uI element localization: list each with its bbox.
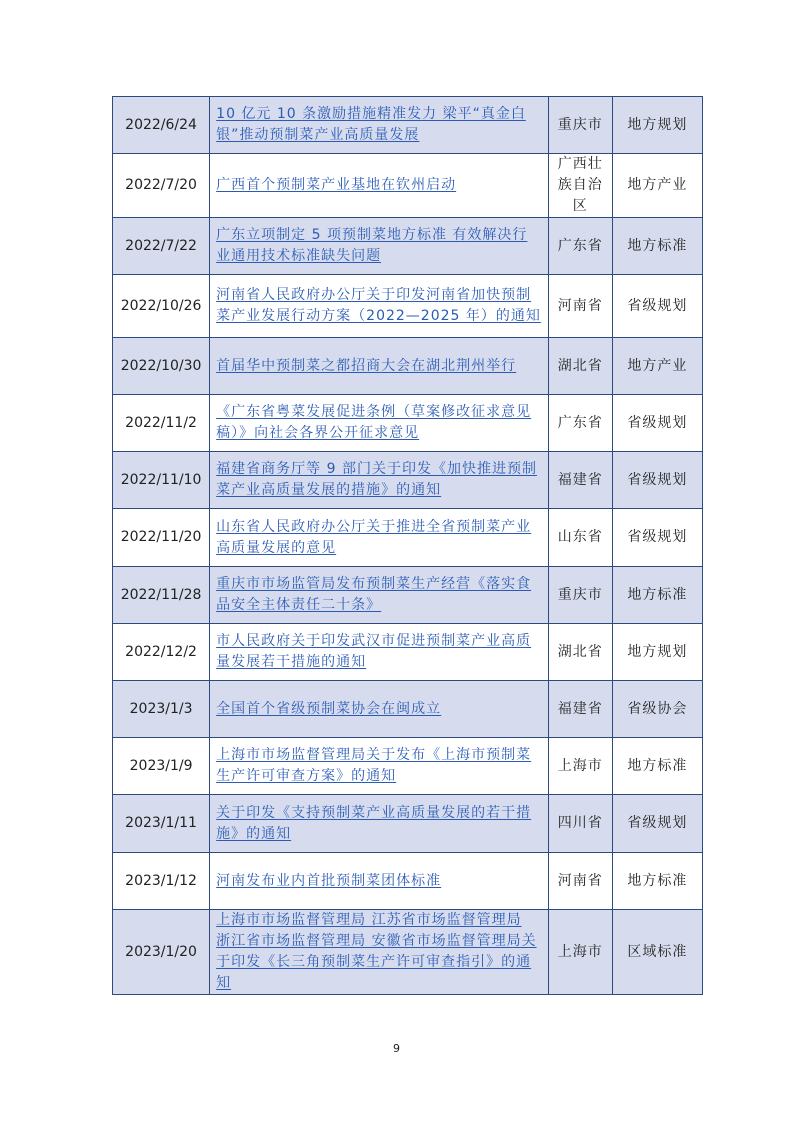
row-type: 省级规划 bbox=[612, 795, 702, 853]
page-number: 9 bbox=[393, 1042, 400, 1055]
row-region: 湖北省 bbox=[557, 357, 603, 374]
row-region: 福建省 bbox=[557, 700, 603, 717]
table-row bbox=[113, 738, 703, 795]
row-region: 福建省 bbox=[557, 471, 603, 488]
row-title-link[interactable]: 山东省人民政府办公厅关于推进全省预制菜产业高质量发展的意见 bbox=[216, 518, 532, 556]
row-date: 2022/7/22 bbox=[113, 218, 210, 275]
row-type: 地方产业 bbox=[612, 338, 702, 395]
table-row bbox=[113, 97, 703, 154]
row-title-cell bbox=[210, 853, 549, 910]
row-region: 广东省 bbox=[557, 414, 603, 431]
table-row bbox=[113, 338, 703, 395]
policy-table-body bbox=[113, 97, 703, 995]
row-region-cell bbox=[548, 567, 612, 624]
row-date: 2023/1/3 bbox=[113, 681, 210, 738]
row-date: 2022/10/26 bbox=[113, 275, 210, 338]
row-title-cell bbox=[210, 275, 549, 338]
row-type: 地方产业 bbox=[612, 154, 702, 218]
row-title-link[interactable]: 上海市市场监督管理局 江苏省市场监督管理局 浙江省市场监督管理局 安徽省市场监督管理局关于印发《长三角预制菜生产许可审查指引》的通知 bbox=[216, 912, 537, 991]
table-row bbox=[113, 853, 703, 910]
row-date: 2022/10/30 bbox=[113, 338, 210, 395]
row-type: 地方标准 bbox=[612, 567, 702, 624]
row-title-cell bbox=[210, 154, 549, 218]
row-type: 省级规划 bbox=[612, 452, 702, 509]
row-type: 地方标准 bbox=[612, 738, 702, 795]
row-type: 地方规划 bbox=[612, 97, 702, 154]
row-type: 区域标准 bbox=[612, 910, 702, 995]
row-region-cell bbox=[548, 624, 612, 681]
row-title-link[interactable]: 全国首个省级预制菜协会在闽成立 bbox=[216, 700, 442, 717]
row-region-cell bbox=[548, 154, 612, 218]
row-region-cell bbox=[548, 452, 612, 509]
row-title-cell bbox=[210, 338, 549, 395]
row-region: 上海市 bbox=[557, 943, 603, 960]
row-region: 广东省 bbox=[557, 237, 603, 254]
row-title-link[interactable]: 广西首个预制菜产业基地在钦州启动 bbox=[216, 177, 457, 193]
row-title-cell bbox=[210, 624, 549, 681]
row-date: 2022/11/28 bbox=[113, 567, 210, 624]
row-title-cell bbox=[210, 567, 549, 624]
row-title-cell bbox=[210, 910, 549, 995]
row-region: 重庆市 bbox=[557, 116, 603, 133]
row-region: 河南省 bbox=[557, 872, 603, 889]
row-region: 河南省 bbox=[557, 297, 603, 314]
row-title-cell bbox=[210, 452, 549, 509]
row-region-cell bbox=[548, 795, 612, 853]
row-title-link[interactable]: 河南省人民政府办公厅关于印发河南省加快预制菜产业发展行动方案（2022—2025 年）的通知 bbox=[216, 287, 541, 324]
row-title-link[interactable]: 重庆市市场监管局发布预制菜生产经营《落实食品安全主体责任二十条》 bbox=[216, 576, 532, 613]
row-type: 省级规划 bbox=[612, 275, 702, 338]
row-region: 山东省 bbox=[557, 529, 603, 545]
table-row bbox=[113, 452, 703, 509]
row-region-cell bbox=[548, 681, 612, 738]
row-region: 四川省 bbox=[557, 815, 603, 831]
row-date: 2023/1/9 bbox=[113, 738, 210, 795]
row-title-cell bbox=[210, 509, 549, 567]
table-row bbox=[113, 567, 703, 624]
row-title-link[interactable]: 《广东省粤菜发展促进条例（草案修改征求意见稿）》向社会各界公开征求意见 bbox=[216, 404, 532, 441]
row-title-link[interactable]: 首届华中预制菜之都招商大会在湖北荆州举行 bbox=[216, 357, 517, 374]
row-date: 2022/11/20 bbox=[113, 509, 210, 567]
row-region-cell bbox=[548, 910, 612, 995]
row-region: 重庆市 bbox=[557, 586, 603, 603]
table-row bbox=[113, 910, 703, 995]
row-date: 2022/11/2 bbox=[113, 395, 210, 452]
table-row bbox=[113, 275, 703, 338]
table-row bbox=[113, 624, 703, 681]
table-row bbox=[113, 681, 703, 738]
row-region-cell bbox=[548, 509, 612, 567]
row-title-cell bbox=[210, 795, 549, 853]
row-date: 2022/12/2 bbox=[113, 624, 210, 681]
row-region-cell bbox=[548, 853, 612, 910]
row-date: 2022/6/24 bbox=[113, 97, 210, 154]
row-region-cell bbox=[548, 97, 612, 154]
table-row bbox=[113, 154, 703, 218]
policy-table bbox=[112, 96, 703, 995]
row-title-cell bbox=[210, 395, 549, 452]
row-type: 地方标准 bbox=[612, 218, 702, 275]
row-region: 湖北省 bbox=[557, 643, 603, 660]
table-row bbox=[113, 509, 703, 567]
row-type: 地方标准 bbox=[612, 853, 702, 910]
row-title-cell bbox=[210, 218, 549, 275]
row-title-link[interactable]: 市人民政府关于印发武汉市促进预制菜产业高质量发展若干措施的通知 bbox=[216, 633, 532, 670]
row-region: 广西壮族自治区 bbox=[557, 156, 603, 214]
row-region-cell bbox=[548, 218, 612, 275]
row-type: 地方规划 bbox=[612, 624, 702, 681]
row-title-cell bbox=[210, 681, 549, 738]
row-date: 2023/1/11 bbox=[113, 795, 210, 853]
table-row bbox=[113, 218, 703, 275]
row-title-cell bbox=[210, 97, 549, 154]
row-type: 省级规划 bbox=[612, 509, 702, 567]
row-region-cell bbox=[548, 275, 612, 338]
row-title-link[interactable]: 10 亿元 10 条激励措施精准发力 梁平“真金白银”推动预制菜产业高质量发展 bbox=[216, 106, 526, 143]
row-type: 省级协会 bbox=[612, 681, 702, 738]
row-date: 2023/1/12 bbox=[113, 853, 210, 910]
row-title-link[interactable]: 福建省商务厅等 9 部门关于印发《加快推进预制菜产业高质量发展的措施》的通知 bbox=[216, 461, 537, 498]
table-row bbox=[113, 795, 703, 853]
row-date: 2022/7/20 bbox=[113, 154, 210, 218]
row-type: 省级规划 bbox=[612, 395, 702, 452]
row-date: 2022/11/10 bbox=[113, 452, 210, 509]
row-region: 上海市 bbox=[557, 757, 603, 774]
table-row bbox=[113, 395, 703, 452]
row-title-link[interactable]: 关于印发《支持预制菜产业高质量发展的若干措施》的通知 bbox=[216, 804, 532, 842]
row-title-link[interactable]: 上海市市场监督管理局关于发布《上海市预制菜生产许可审查方案》的通知 bbox=[216, 747, 532, 784]
row-region-cell bbox=[548, 395, 612, 452]
row-date: 2023/1/20 bbox=[113, 910, 210, 995]
row-region-cell bbox=[548, 338, 612, 395]
row-title-cell bbox=[210, 738, 549, 795]
row-title-link[interactable]: 河南发布业内首批预制菜团体标准 bbox=[216, 872, 442, 889]
row-region-cell bbox=[548, 738, 612, 795]
row-title-link[interactable]: 广东立项制定 5 项预制菜地方标准 有效解决行业通用技术标准缺失问题 bbox=[216, 227, 528, 264]
